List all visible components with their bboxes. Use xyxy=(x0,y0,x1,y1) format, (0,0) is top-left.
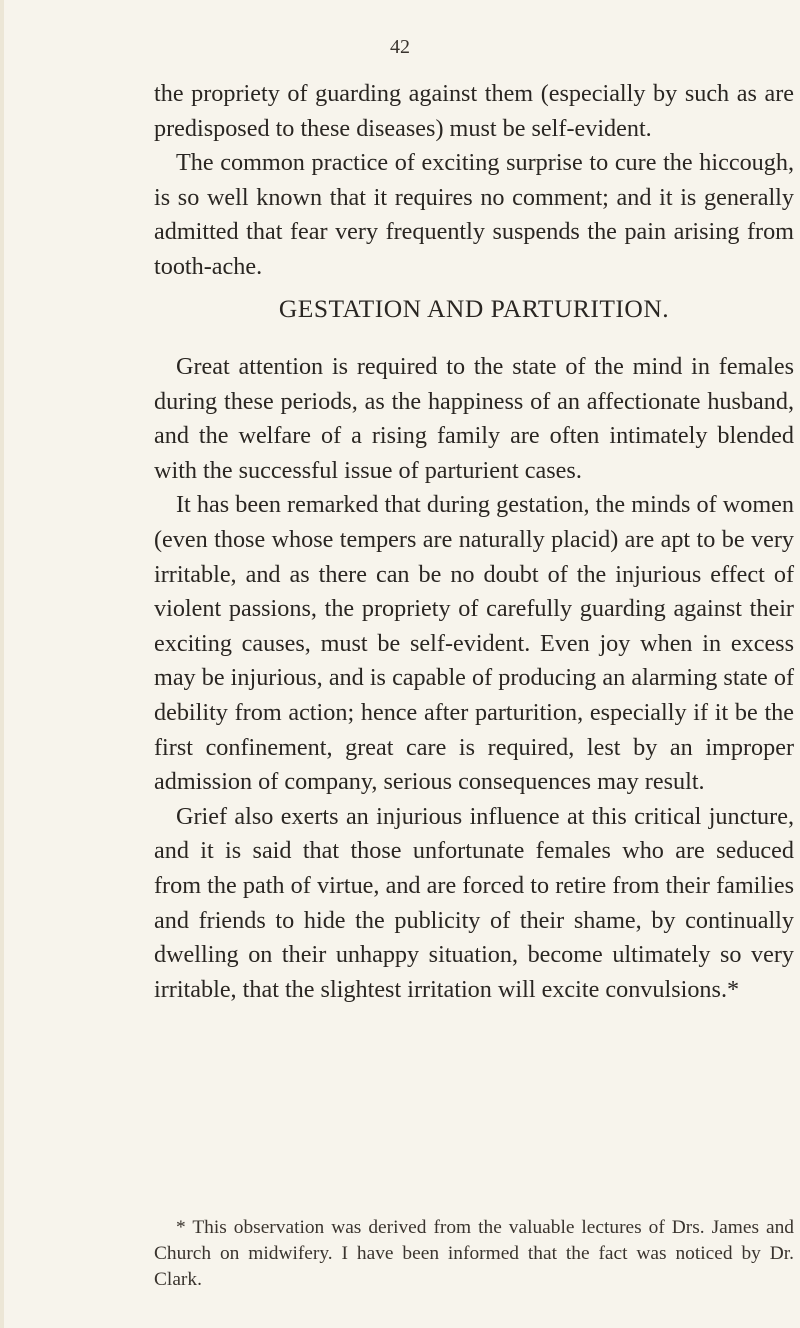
paragraph-hiccough: The common practice of exciting surprise to cure the hiccough, is so well known that it requires no comment; and it is generally admitted that fear very frequently suspends the pain arising from tooth-ache. xyxy=(154,149,794,280)
paragraph-continued: the propriety of guarding against them (especially by such as are predisposed to these diseases) must be self-evident. xyxy=(154,80,794,142)
page-gutter xyxy=(0,0,4,1328)
section-body xyxy=(154,350,794,1007)
footnote-text: * This observation was derived from the valuable lectures of Drs. James and Church on midwifery. I have been informed that the fact was noticed by Dr. Clark. xyxy=(154,1217,794,1290)
paragraph-grief: Grief also exerts an injurious influence at this critical juncture, and it is said that those unfortunate females who are seduced from the path of virtue, and are forced to retire from their families and friends to hide the publicity of their shame, by continually dwelling on their unhappy situation, become ultimately so very irritable, that the slightest irritation will excite convulsions.* xyxy=(154,802,794,1003)
page-number: 42 xyxy=(390,36,410,58)
continued-text xyxy=(154,77,794,285)
section-heading: GESTATION AND PARTURITION. xyxy=(278,294,670,323)
paragraph-attention: Great attention is required to the state of the mind in females during these periods, as the happiness of an affectionate husband, and the welfare of a rising family are often intimately blended with the successful issue of parturient cases. xyxy=(154,353,794,484)
paragraph-gestation: It has been remarked that during gestation, the minds of women (even those whose tempers are naturally placid) are apt to be very irritable, and as there can be no doubt of the injurious effect of violent passions, the propriety of carefully guarding against their exciting causes, must be self-evident. Even joy when in excess may be injurious, and is capable of producing an alarming state of debility from action; hence after parturition, especially if it be the first confinement, great care is required, lest by an improper admission of company, serious consequences may result. xyxy=(154,491,794,796)
footnote xyxy=(154,1215,794,1293)
